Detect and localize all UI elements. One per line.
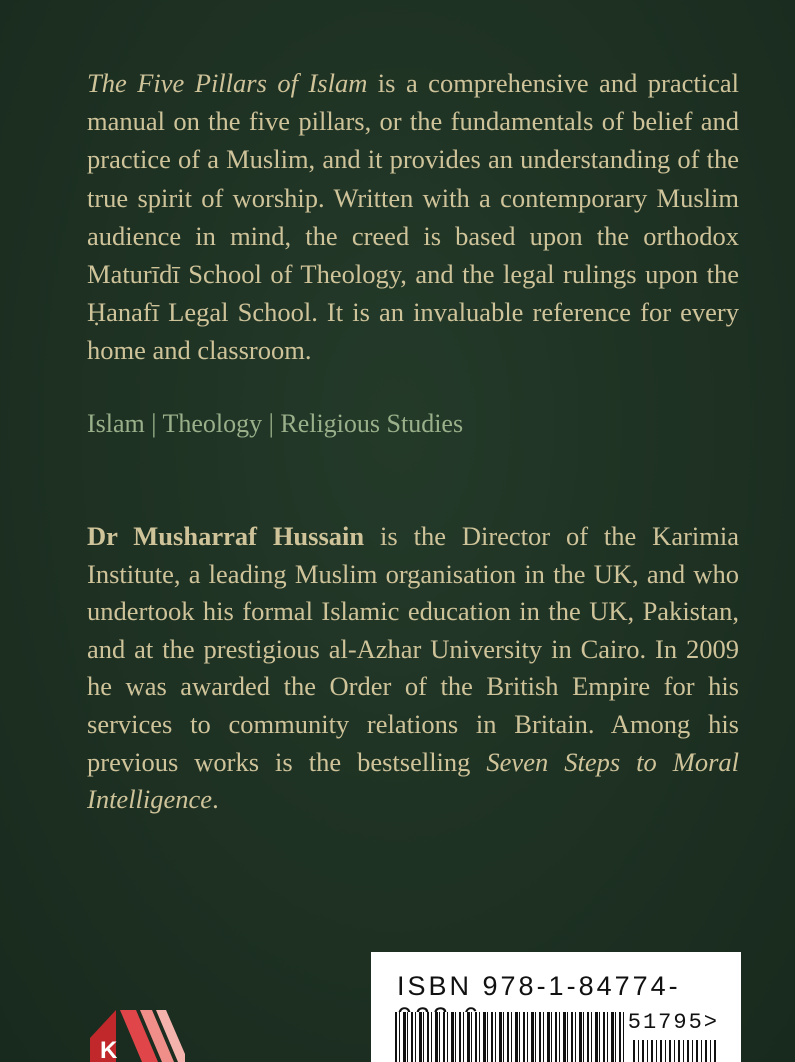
- logo-letter: K: [100, 1037, 118, 1062]
- description-paragraph: [87, 64, 739, 370]
- author-name: Dr Musharraf Hussain: [87, 521, 365, 551]
- previous-work-title: Seven Steps to Moral Intelligence: [87, 746, 739, 815]
- isbn-number: ISBN 978-1-84774-: [397, 971, 681, 1001]
- description-text: is a comprehensive and practical manual on the five pillars, or the fundamentals of belief and practice of a Muslim, and it provides an understanding of the true spirit of worship. Written with a contemporary Muslim audience in mind, the creed is based upon the orthodox Maturīdī School of Theology, and the legal rulings upon the Ḥanafī Legal School. It is an invaluable reference for every home and classroom.: [87, 68, 739, 366]
- barcode-bars: [395, 1012, 625, 1062]
- author-bio-text: is the Director of the Karimia Institute, a leading Muslim organisation in the UK, and who undertook his formal Islamic education in the UK, Pakistan, and at the prestigious al-Azhar University in Cairo. In 2009 he was awarded the Order of the British Empire for his services to community relations in Britain. Among his previous works is the bestselling: [87, 521, 740, 777]
- author-bio: [87, 518, 739, 819]
- price-code: 51795>: [627, 1010, 719, 1035]
- publisher-logo: [90, 1010, 185, 1062]
- subject-categories: Islam | Theology | Religious Studies: [87, 409, 464, 438]
- price-barcode-bars: [633, 1040, 719, 1062]
- book-title: The Five Pillars of Islam: [87, 68, 368, 98]
- author-bio-end: .: [212, 784, 219, 815]
- barcode-panel: [371, 952, 741, 1062]
